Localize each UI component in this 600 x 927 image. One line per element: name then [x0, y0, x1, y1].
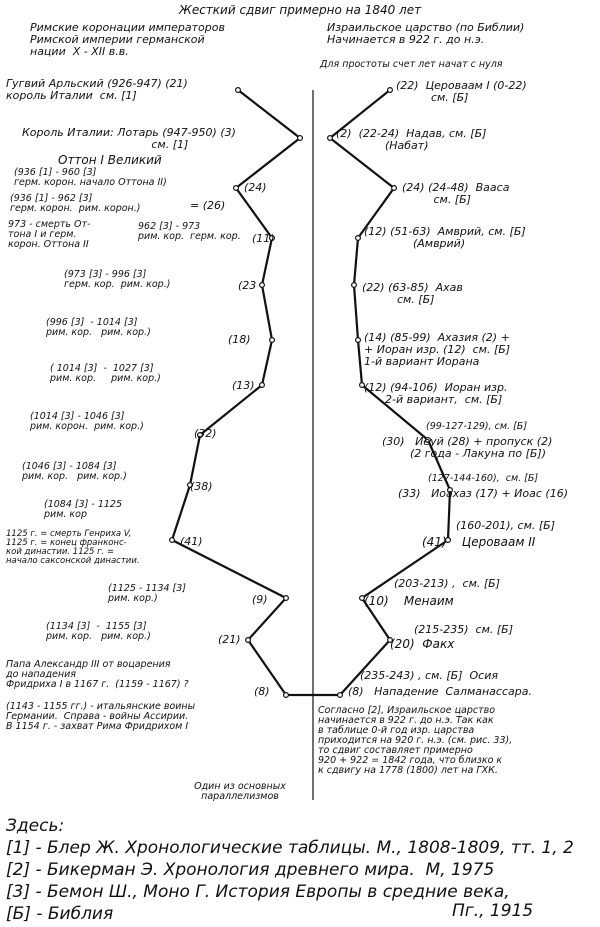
- footer-ref-1: [1] - Блер Ж. Хронологические таблицы. М., 1808-1809, тт. 1, 2: [6, 838, 574, 858]
- left-number-21: (21): [218, 633, 241, 646]
- footer-ref-bible: [Б] - Библия: [6, 904, 114, 924]
- right-label-ahaziah: (14) (85-99) Ахазия (2) + + Иоран изр. (12) см. [Б] 1-й вариант Иорана: [364, 331, 511, 368]
- left-number-26: = (26): [190, 199, 226, 212]
- left-label-1014-1027: ( 1014 [3] - 1027 [3] рим. кор. рим. кор.): [50, 363, 161, 384]
- left-label-otto: Оттон I Великий: [58, 153, 162, 167]
- left-label-936-962: (936 [1] - 962 [3] герм. корон. рим. корон.): [10, 193, 141, 214]
- diagram-title: Жесткий сдвиг примерно на 1840 лет: [178, 3, 422, 17]
- right-label-shift-note: Согласно [2], Израильское царство начинается в 922 г. до н.э. Так как в таблице 0-й год изр. царства приходится на 920 г. н.э. (см. рис. 33), то сдвиг составляет примерно 920 + 922 = 1842 года, что близко к к сдвигу на 1778 (1800) лет на ГХК.: [318, 705, 513, 776]
- left-label-1125-1134: (1125 - 1134 [3] рим. кор.): [108, 583, 187, 604]
- footer-ref-3: [3] - Бемон Ш., Моно Г. История Европы в средние века,: [6, 882, 510, 902]
- left-label-936-960: (936 [1] - 960 [3] герм. корон. начало Оттона II): [14, 167, 167, 188]
- left-broken-line: [172, 90, 300, 695]
- left-label-962-973: 962 [3] - 973 рим. кор. герм. кор.: [138, 221, 241, 242]
- left-label-1046-1084: (1046 [3] - 1084 [3] рим. кор. рим. кор.): [22, 461, 127, 482]
- footer-intro: Здесь:: [6, 816, 65, 836]
- right-column-note: Для простоты счет лет начат с нуля: [320, 59, 503, 70]
- left-number-32: (32): [194, 427, 217, 440]
- right-label-jehu: (30) Иеуй (28) + пропуск (2) (2 года - Лакуна по [Б]): [382, 435, 553, 460]
- left-label-italian-wars: (1143 - 1155 гг.) - итальянские воины Германии. Справа - войны Ассирии. В 1154 г. - захват Рима Фридрихом I: [6, 701, 196, 732]
- left-number-11: (11): [252, 232, 275, 245]
- right-label-jehoahaz: (33) Иоахаз (17) + Иоас (16): [398, 487, 568, 500]
- right-label-nadab: (2) (22-24) Надав, см. [Б] (Набат): [336, 127, 487, 152]
- bottom-caption: Один из основных параллелизмов: [194, 781, 286, 802]
- right-label-pekah: (20) Факх: [390, 637, 455, 651]
- left-label-1134-1155: (1134 [3] - 1155 [3] рим. кор. рим. кор.): [46, 621, 151, 642]
- right-label-203-213: (203-213) , см. [Б]: [394, 577, 500, 590]
- left-label-pope-alexander: Папа Александр III от воцарения до нападения Фридриха I в 1167 г. (1159 - 1167) ?: [6, 659, 189, 690]
- vertex-dot: [284, 596, 289, 601]
- footer-ref-2: [2] - Бикерман Э. Хронология древнего мира. М, 1975: [6, 860, 495, 880]
- footer-ref-3-city: Пг., 1915: [452, 901, 534, 921]
- left-label-1125-henry: 1125 г. = смерть Генриха V, 1125 г. = конец франконс- кой династии. 1125 г. = начало саксонской династии.: [6, 529, 140, 566]
- right-label-baasha: (24) (24-48) Вааса см. [Б]: [402, 181, 510, 206]
- vertex-dot: [338, 693, 343, 698]
- right-label-jeroboam-1: (22) Цероваам I (0-22) см. [Б]: [396, 79, 527, 104]
- right-label-160-201: (160-201), см. [Б]: [456, 519, 556, 532]
- vertex-dot: [392, 186, 397, 191]
- right-label-joram: (12) (94-106) Иоран изр. 2-й вариант, см. [Б]: [364, 381, 508, 406]
- right-label-99-129: (99-127-129), см. [Б]: [426, 421, 528, 432]
- left-label-hugo: Гугвий Арльский (926-947) (21) король Италии см. [1]: [6, 77, 188, 102]
- right-label-jeroboam-2: (41) Цероваам II: [422, 535, 536, 549]
- vertex-dot: [298, 136, 303, 141]
- vertex-dot: [284, 693, 289, 698]
- left-column-title: Римские коронации императоров Римской империи германской нации X - XII в.в.: [30, 21, 225, 58]
- right-label-omri: (12) (51-63) Амврий, см. [Б] (Амврий): [364, 225, 526, 250]
- right-label-shalmaneser: (8) Нападение Салманассара.: [348, 685, 532, 698]
- right-column-title: Израильское царство (по Библии) Начинается в 922 г. до н.э.: [327, 21, 525, 46]
- vertex-dot: [260, 383, 265, 388]
- vertex-dot: [388, 88, 393, 93]
- left-number-24: (24): [244, 181, 267, 194]
- right-label-hoshea: (235-243) , см. [Б] Осия: [360, 669, 498, 682]
- vertex-dot: [170, 538, 175, 543]
- left-number-18: (18): [228, 333, 251, 346]
- right-label-127-160: (127-144-160), см. [Б]: [428, 473, 539, 484]
- vertex-dot: [236, 88, 241, 93]
- vertex-dot: [352, 283, 357, 288]
- left-label-973-death: 973 - смерть От- тона I и герм. корон. Оттона II: [8, 219, 91, 250]
- left-number-41: (41): [180, 535, 203, 548]
- vertex-dot: [234, 186, 239, 191]
- left-number-38: (38): [190, 480, 213, 493]
- left-label-1014-1046: (1014 [3] - 1046 [3] рим. корон. рим. кор.): [30, 411, 144, 432]
- vertex-dot: [328, 136, 333, 141]
- vertex-dot: [260, 283, 265, 288]
- left-number-23: (23: [238, 279, 257, 292]
- right-label-215-235: (215-235) см. [Б]: [414, 623, 514, 636]
- left-label-996-1014: (996 [3] - 1014 [3] рим. кор. рим. кор.): [46, 317, 151, 338]
- left-number-13: (13): [232, 379, 255, 392]
- vertex-dot: [246, 638, 251, 643]
- vertex-dot: [270, 338, 275, 343]
- right-label-ahab: (22) (63-85) Ахав см. [Б]: [362, 281, 463, 306]
- right-label-menahem: (10) Менаим: [364, 594, 454, 608]
- vertex-dot: [356, 236, 361, 241]
- left-number-9: (9): [252, 593, 268, 606]
- left-label-973-996: (973 [3] - 996 [3] герм. кор. рим. кор.): [64, 269, 171, 290]
- vertex-dot: [356, 338, 361, 343]
- left-label-lothair: Король Италии: Лотарь (947-950) (3) см. [1]: [22, 126, 236, 151]
- left-label-1084-1125: (1084 [3] - 1125 рим. кор: [44, 499, 123, 520]
- left-number-8: (8): [254, 685, 270, 698]
